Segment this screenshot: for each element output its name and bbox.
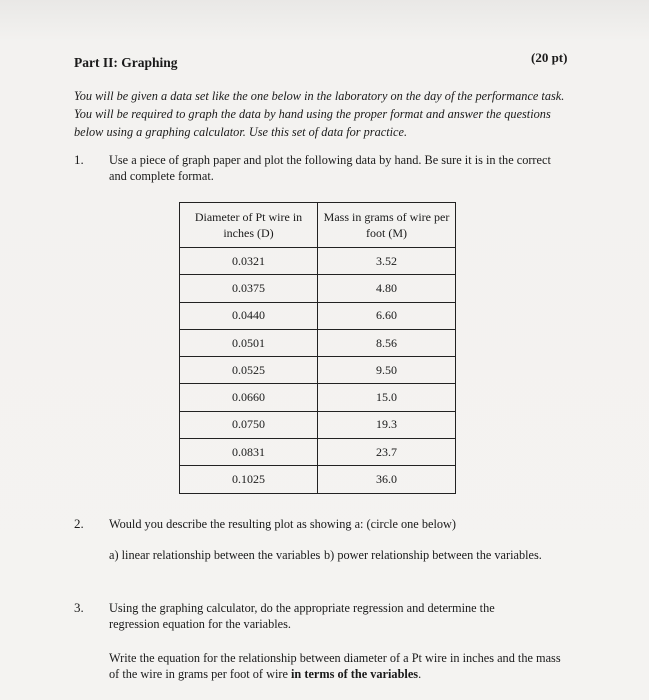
mass-cell: 6.60 bbox=[318, 302, 456, 329]
table-row bbox=[180, 248, 456, 275]
mass-cell: 8.56 bbox=[318, 329, 456, 356]
question-1-number: 1. bbox=[74, 152, 84, 167]
table-row bbox=[180, 275, 456, 302]
question-2-text: Would you describe the resulting plot as showing a: (circle one below) bbox=[109, 517, 456, 531]
diameter-cell: 0.0501 bbox=[180, 329, 318, 356]
mass-cell: 15.0 bbox=[318, 384, 456, 411]
diameter-cell: 0.0750 bbox=[180, 411, 318, 438]
write-text: Write the equation for the relationship between diameter of a Pt wire in inches and the mass of the wire in grams per foot of wire bbox=[109, 651, 561, 681]
table-header-row bbox=[180, 203, 456, 248]
question-3-text: Using the graphing calculator, do the appropriate regression and determine the regression equation for the variables. bbox=[109, 601, 495, 631]
column-header-mass: Mass in grams of wire per foot (M) bbox=[318, 203, 456, 248]
question-1-text: Use a piece of graph paper and plot the following data by hand. Be sure it is in the correct and complete format. bbox=[109, 153, 551, 183]
table-row bbox=[180, 302, 456, 329]
column-header-diameter: Diameter of Pt wire in inches (D) bbox=[180, 203, 318, 248]
mass-cell: 4.80 bbox=[318, 275, 456, 302]
table-row bbox=[180, 439, 456, 466]
table-row bbox=[180, 329, 456, 356]
option-linear[interactable]: a) linear relationship between the variables bbox=[109, 548, 321, 562]
diameter-cell: 0.0831 bbox=[180, 439, 318, 466]
table-row bbox=[180, 411, 456, 438]
mass-cell: 3.52 bbox=[318, 248, 456, 275]
write-emphasis: in terms of the variables bbox=[291, 667, 419, 681]
mass-cell: 23.7 bbox=[318, 439, 456, 466]
data-table bbox=[179, 202, 456, 494]
table-row bbox=[180, 357, 456, 384]
diameter-cell: 0.0525 bbox=[180, 357, 318, 384]
mass-cell: 9.50 bbox=[318, 357, 456, 384]
intro-paragraph: You will be given a data set like the one below in the laboratory on the day of the performance task. You will be required to graph the data by hand using the proper format and answer the questions below using a graphing calculator. Use this set of data for practice. bbox=[74, 89, 565, 139]
table-row bbox=[180, 466, 456, 493]
diameter-cell: 0.1025 bbox=[180, 466, 318, 493]
write-end: . bbox=[418, 667, 422, 681]
diameter-cell: 0.0440 bbox=[180, 302, 318, 329]
mass-cell: 19.3 bbox=[318, 411, 456, 438]
table-row bbox=[180, 384, 456, 411]
diameter-cell: 0.0660 bbox=[180, 384, 318, 411]
diameter-cell: 0.0375 bbox=[180, 275, 318, 302]
mass-cell: 36.0 bbox=[318, 466, 456, 493]
question-3-number: 3. bbox=[74, 600, 84, 615]
section-title: Part II: Graphing bbox=[74, 55, 178, 70]
points-label: (20 pt) bbox=[531, 50, 568, 65]
diameter-cell: 0.0321 bbox=[180, 248, 318, 275]
question-2-number: 2. bbox=[74, 516, 84, 531]
question-3-write-instruction bbox=[109, 650, 569, 682]
option-power[interactable]: b) power relationship between the variables. bbox=[324, 548, 542, 562]
